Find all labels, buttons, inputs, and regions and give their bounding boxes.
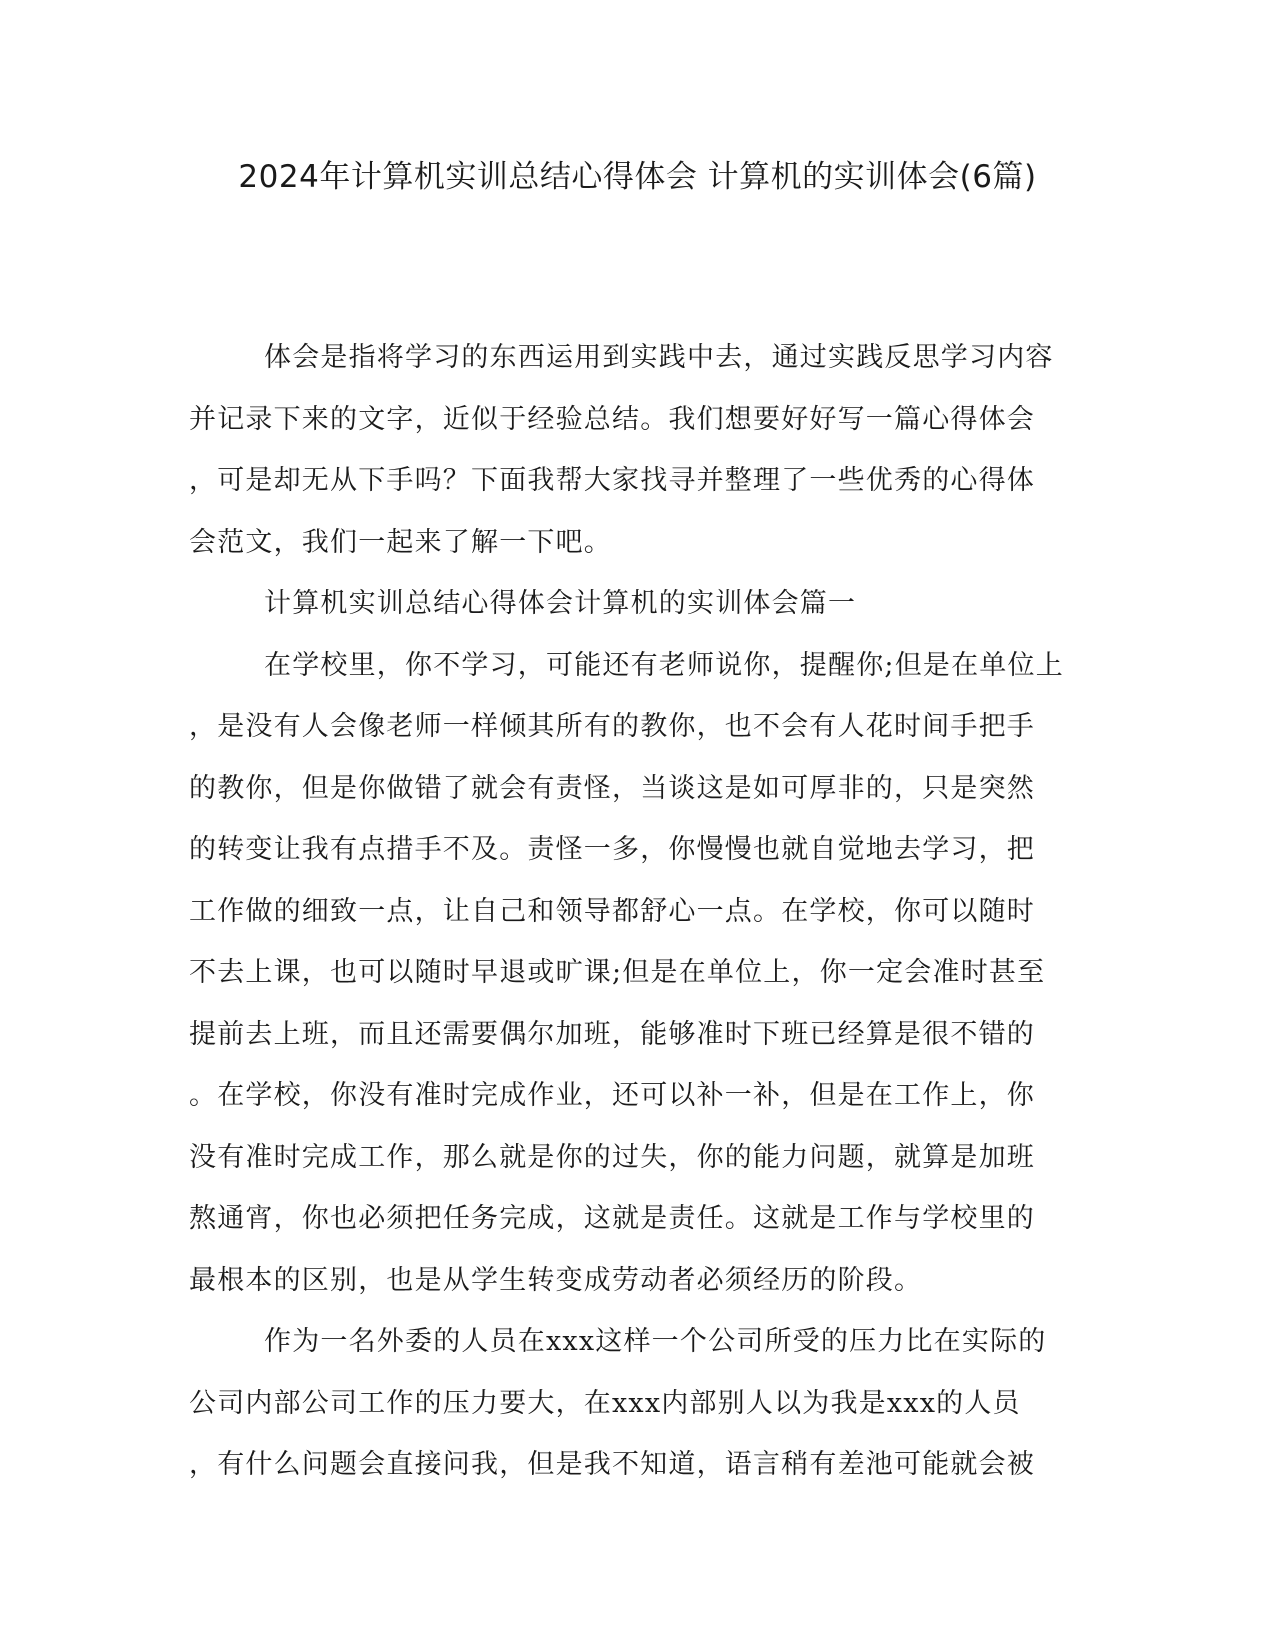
body-line: 工作做的细致一点，让自己和领导都舒心一点。在学校，你可以随时 — [189, 895, 1035, 927]
body-line: 的转变让我有点措手不及。责怪一多，你慢慢也就自觉地去学习，把 — [189, 834, 1035, 865]
body-line: ，是没有人会像老师一样倾其所有的教你，也不会有人花时间手把手 — [189, 711, 1035, 742]
body-line: 没有准时完成工作，那么就是你的过失，你的能力问题，就算是加班 — [189, 1141, 1035, 1173]
body-line: ，可是却无从下手吗？下面我帮大家找寻并整理了一些优秀的心得体 — [189, 465, 1035, 496]
body-line: 作为一名外委的人员在xxx这样一个公司所受的压力比在实际的 — [264, 1326, 1047, 1357]
body-line: 计算机实训总结心得体会计算机的实训体会篇一 — [264, 588, 857, 619]
body-line: 在学校里，你不学习，可能还有老师说你，提醒你;但是在单位上 — [264, 649, 1064, 681]
body-line: 会范文，我们一起来了解一下吧。 — [189, 526, 612, 558]
body-line: 并记录下来的文字，近似于经验总结。我们想要好好写一篇心得体会 — [189, 403, 1035, 435]
body-line: ，有什么问题会直接问我，但是我不知道，语言稍有差池可能就会被 — [189, 1449, 1035, 1480]
body-line: 熬通宵，你也必须把任务完成，这就是责任。这就是工作与学校里的 — [189, 1203, 1035, 1234]
document-title: 2024年计算机实训总结心得体会 计算机的实训体会(6篇) — [238, 159, 1037, 195]
body-line: 公司内部公司工作的压力要大，在xxx内部别人以为我是xxx的人员 — [189, 1387, 1021, 1419]
body-line: 最根本的区别，也是从学生转变成劳动者必须经历的阶段。 — [189, 1264, 923, 1296]
body-line: 。在学校，你没有准时完成作业，还可以补一补，但是在工作上，你 — [189, 1080, 1035, 1111]
document-body — [189, 327, 1084, 1496]
body-line: 不去上课，也可以随时早退或旷课;但是在单位上，你一定会准时甚至 — [189, 957, 1046, 988]
body-line: 提前去上班，而且还需要偶尔加班，能够准时下班已经算是很不错的 — [189, 1018, 1035, 1050]
body-line: 体会是指将学习的东西运用到实践中去，通过实践反思学习内容 — [264, 342, 1054, 373]
body-line: 的教你，但是你做错了就会有责怪，当谈这是如可厚非的，只是突然 — [189, 772, 1035, 804]
